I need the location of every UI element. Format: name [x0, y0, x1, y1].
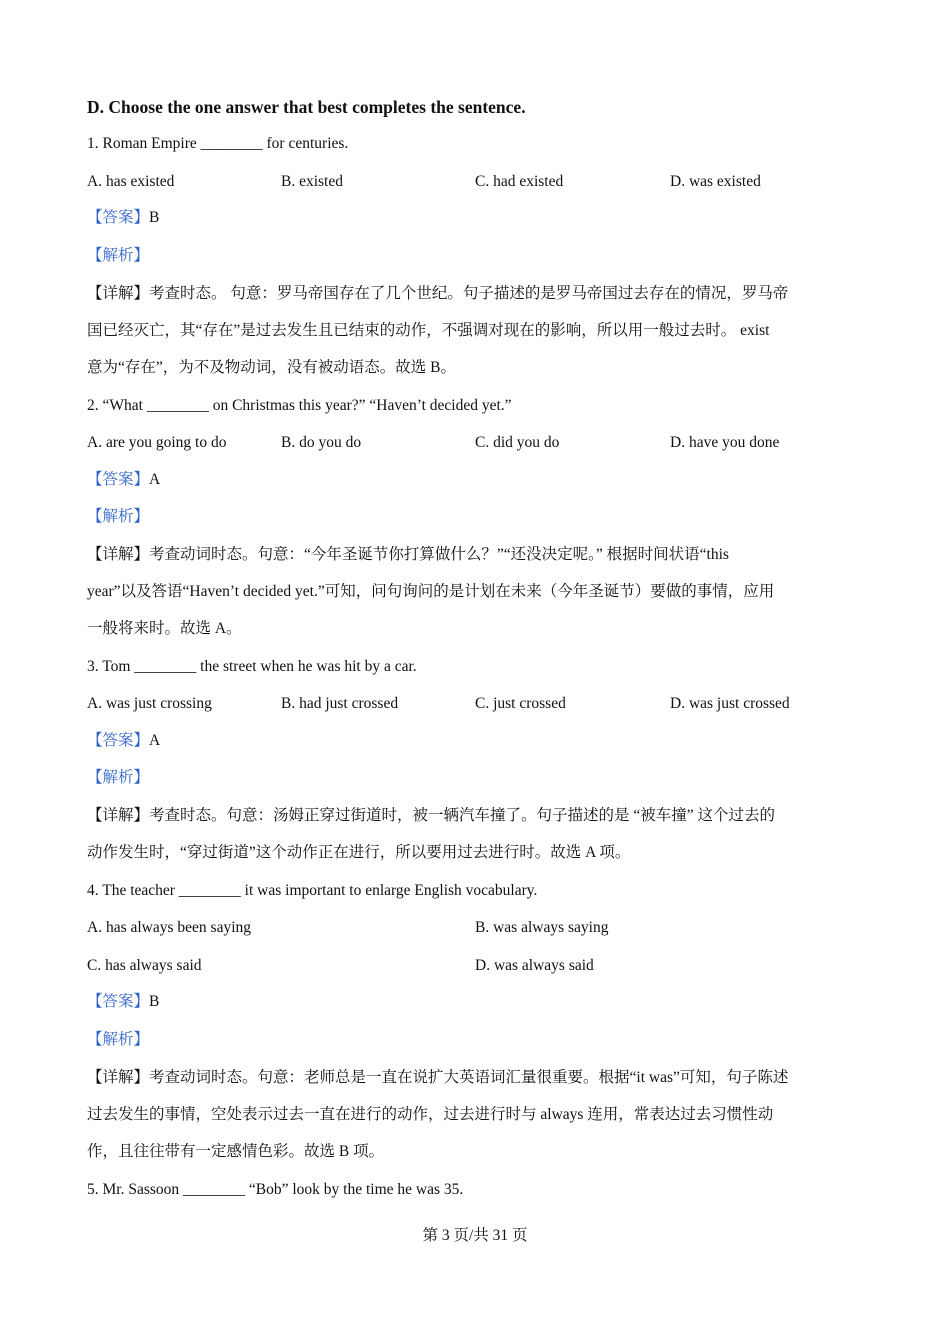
- detail-line: 作，且往往带有一定感情色彩。故选 B 项。: [87, 1143, 385, 1160]
- answer-label: 【答案】: [87, 993, 150, 1010]
- option-c: C. just crossed: [475, 695, 566, 712]
- detail-label: 【详解】: [87, 1069, 150, 1086]
- detail-line: 一般将来时。故选 A。: [87, 620, 242, 637]
- detail-line: 过去发生的事情，空处表示过去一直在进行的动作，过去进行时与 always 连用，常表达过去习惯性动: [87, 1106, 774, 1123]
- option-d: D. was existed: [670, 173, 761, 190]
- analysis-label: 【解析】: [87, 508, 150, 525]
- answer-value: A: [149, 471, 161, 488]
- option-d: D. have you done: [670, 434, 780, 451]
- analysis-label: 【解析】: [87, 1031, 150, 1048]
- answer-label: 【答案】: [87, 732, 150, 749]
- answer-line: [87, 208, 159, 228]
- detail-line: 动作发生时，“穿过街道”这个动作正在进行，所以要用过去进行时。故选 A 项。: [87, 844, 631, 861]
- detail-line: [87, 284, 788, 304]
- option-a: A. has always been saying: [87, 919, 251, 936]
- answer-value: B: [149, 993, 160, 1010]
- detail-line: [87, 1068, 788, 1088]
- answer-line: [87, 992, 159, 1012]
- question-stem: 1. Roman Empire ________ for centuries.: [87, 135, 349, 152]
- detail-text: 考查动词时态。句意：“今年圣诞节你打算做什么？”“还没决定呢。” 根据时间状语“this: [149, 546, 729, 563]
- option-a: A. are you going to do: [87, 434, 227, 451]
- detail-text: 考查时态。 句意：罗马帝国存在了几个世纪。句子描述的是罗马帝国过去存在的情况，罗马帝: [149, 285, 789, 302]
- answer-line: [87, 731, 160, 751]
- analysis-label: 【解析】: [87, 247, 150, 264]
- option-c: C. did you do: [475, 434, 560, 451]
- option-a: A. has existed: [87, 173, 175, 190]
- option-b: B. do you do: [281, 434, 362, 451]
- question-stem: 5. Mr. Sassoon ________ “Bob” look by the time he was 35.: [87, 1181, 464, 1198]
- question-stem: 2. “What ________ on Christmas this year?” “Haven’t decided yet.”: [87, 397, 512, 414]
- question-stem: 4. The teacher ________ it was important to enlarge English vocabulary.: [87, 882, 538, 899]
- answer-value: B: [149, 209, 160, 226]
- detail-label: 【详解】: [87, 285, 150, 302]
- detail-line: [87, 545, 729, 565]
- detail-label: 【详解】: [87, 546, 150, 563]
- detail-text: 考查时态。句意：汤姆正穿过街道时，被一辆汽车撞了。句子描述的是 “被车撞” 这个过去的: [149, 807, 776, 824]
- detail-label: 【详解】: [87, 807, 150, 824]
- answer-label: 【答案】: [87, 471, 150, 488]
- detail-line: year”以及答语“Haven’t decided yet.”可知，问句询问的是计划在未来（今年圣诞节）要做的事情，应用: [87, 583, 775, 600]
- answer-label: 【答案】: [87, 209, 150, 226]
- analysis-label: 【解析】: [87, 769, 150, 786]
- option-c: C. has always said: [87, 957, 202, 974]
- option-a: A. was just crossing: [87, 695, 212, 712]
- option-b: B. had just crossed: [281, 695, 399, 712]
- question-stem: 3. Tom ________ the street when he was hit by a car.: [87, 658, 417, 675]
- page-footer: 第 3 页/共 31 页: [422, 1227, 528, 1244]
- option-d: D. was always said: [475, 957, 594, 974]
- detail-line: 意为“存在”，为不及物动词，没有被动语态。故选 B。: [87, 359, 456, 376]
- option-d: D. was just crossed: [670, 695, 790, 712]
- option-c: C. had existed: [475, 173, 564, 190]
- detail-line: 国已经灭亡，其“存在”是过去发生且已结束的动作，不强调对现在的影响，所以用一般过去时。 exist: [87, 322, 770, 339]
- detail-line: [87, 806, 775, 826]
- option-b: B. was always saying: [475, 919, 609, 936]
- answer-line: [87, 470, 160, 490]
- option-b: B. existed: [281, 173, 343, 190]
- detail-text: 考查动词时态。句意：老师总是一直在说扩大英语词汇量很重要。根据“it was”可知，句子陈述: [149, 1069, 789, 1086]
- section-title: D. Choose the one answer that best completes the sentence.: [87, 97, 526, 117]
- answer-value: A: [149, 732, 161, 749]
